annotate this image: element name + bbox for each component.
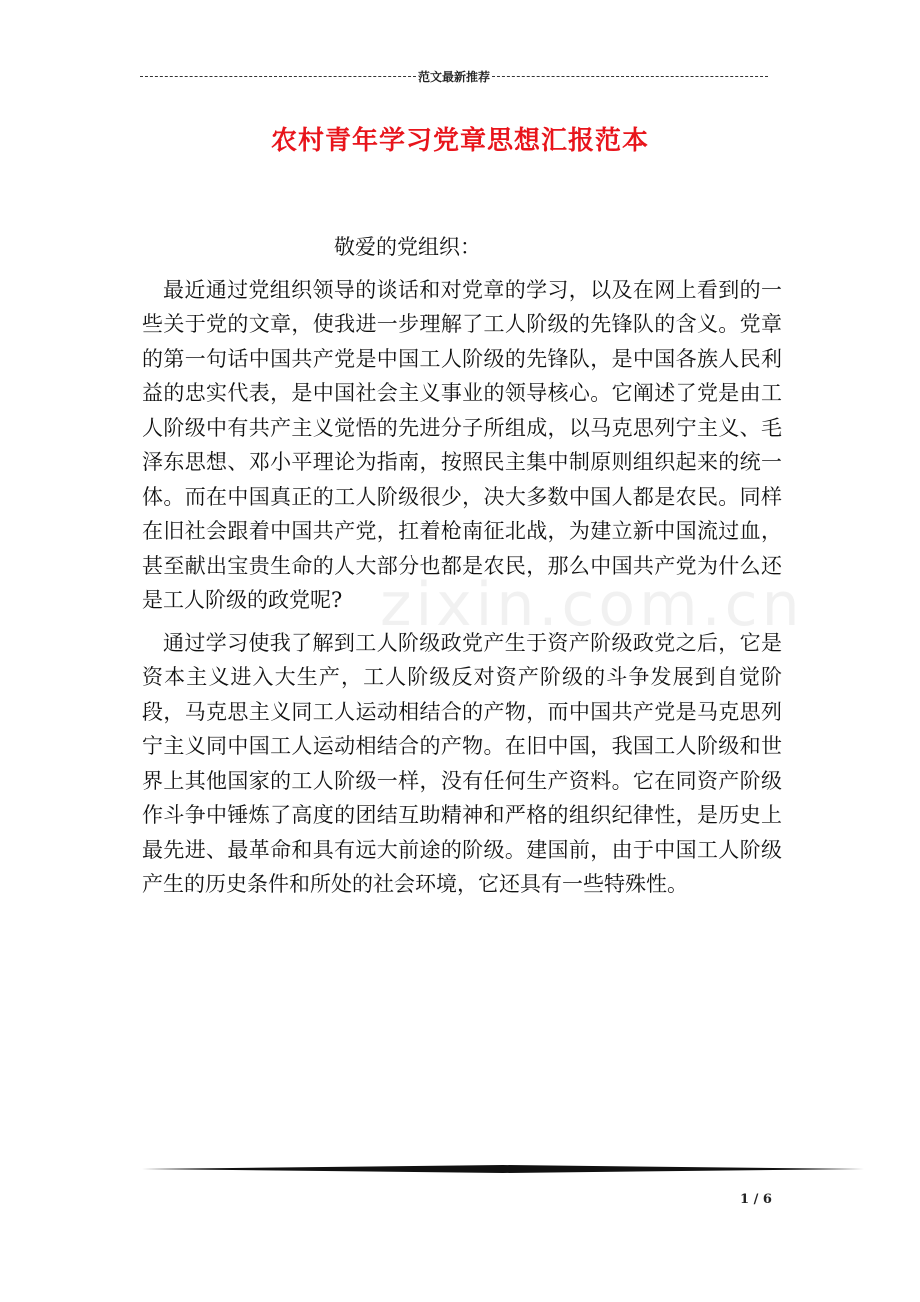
document-title: 农村青年学习党章思想汇报范本 bbox=[270, 126, 649, 156]
header-dash-right bbox=[492, 76, 768, 77]
header-dash-left bbox=[140, 76, 416, 77]
page-number: 1 / 6 bbox=[740, 1192, 772, 1207]
document-body bbox=[142, 230, 782, 910]
paragraph-1: 最近通过党组织领导的谈话和对党章的学习，以及在网上看到的一些关于党的文章，使我进一步理解了工人阶级的先锋队的含义。党章的第一句话中国共产党是中国工人阶级的先锋队，是中国各族人民利益的忠实代表，是中国社会主义事业的领导核心。它阐述了党是由工人阶级中有共产主义觉悟的先进分子所组成，以马克思列宁主义、毛泽东思想、邓小平理论为指南，按照民主集中制原则组织起来的统一体。而在中国真正的工人阶级很少，决大多数中国人都是农民。同样在旧社会跟着中国共产党，扛着枪南征北战，为建立新中国流过血，甚至献出宝贵生命的人大部分也都是农民，那么中国共产党为什么还是工人阶级的政党呢? bbox=[142, 277, 782, 612]
watermark: zixin.com.cn bbox=[380, 570, 804, 640]
paragraph-2: 通过学习使我了解到工人阶级政党产生于资产阶级政党之后，它是资本主义进入大生产，工人阶级反对资产阶级的斗争发展到自觉阶段，马克思主义同工人运动相结合的产物，而中国共产党是马克思列宁主义同中国工人运动相结合的产物。在旧中国，我国工人阶级和世界上其他国家的工人阶级一样，没有任何生产资料。它在同资产阶级作斗争中锤炼了高度的团结互助精神和严格的组织纪律性，是历史上最先进、最革命和具有远大前途的阶级。建国前，由于中国工人阶级产生的历史条件和所处的社会环境，它还具有一些特殊性。 bbox=[142, 630, 782, 896]
footer-rule bbox=[142, 1165, 864, 1173]
page-header bbox=[140, 66, 768, 86]
header-label: 范文最新推荐 bbox=[418, 69, 491, 84]
salutation: 敬爱的党组织： bbox=[334, 235, 481, 259]
